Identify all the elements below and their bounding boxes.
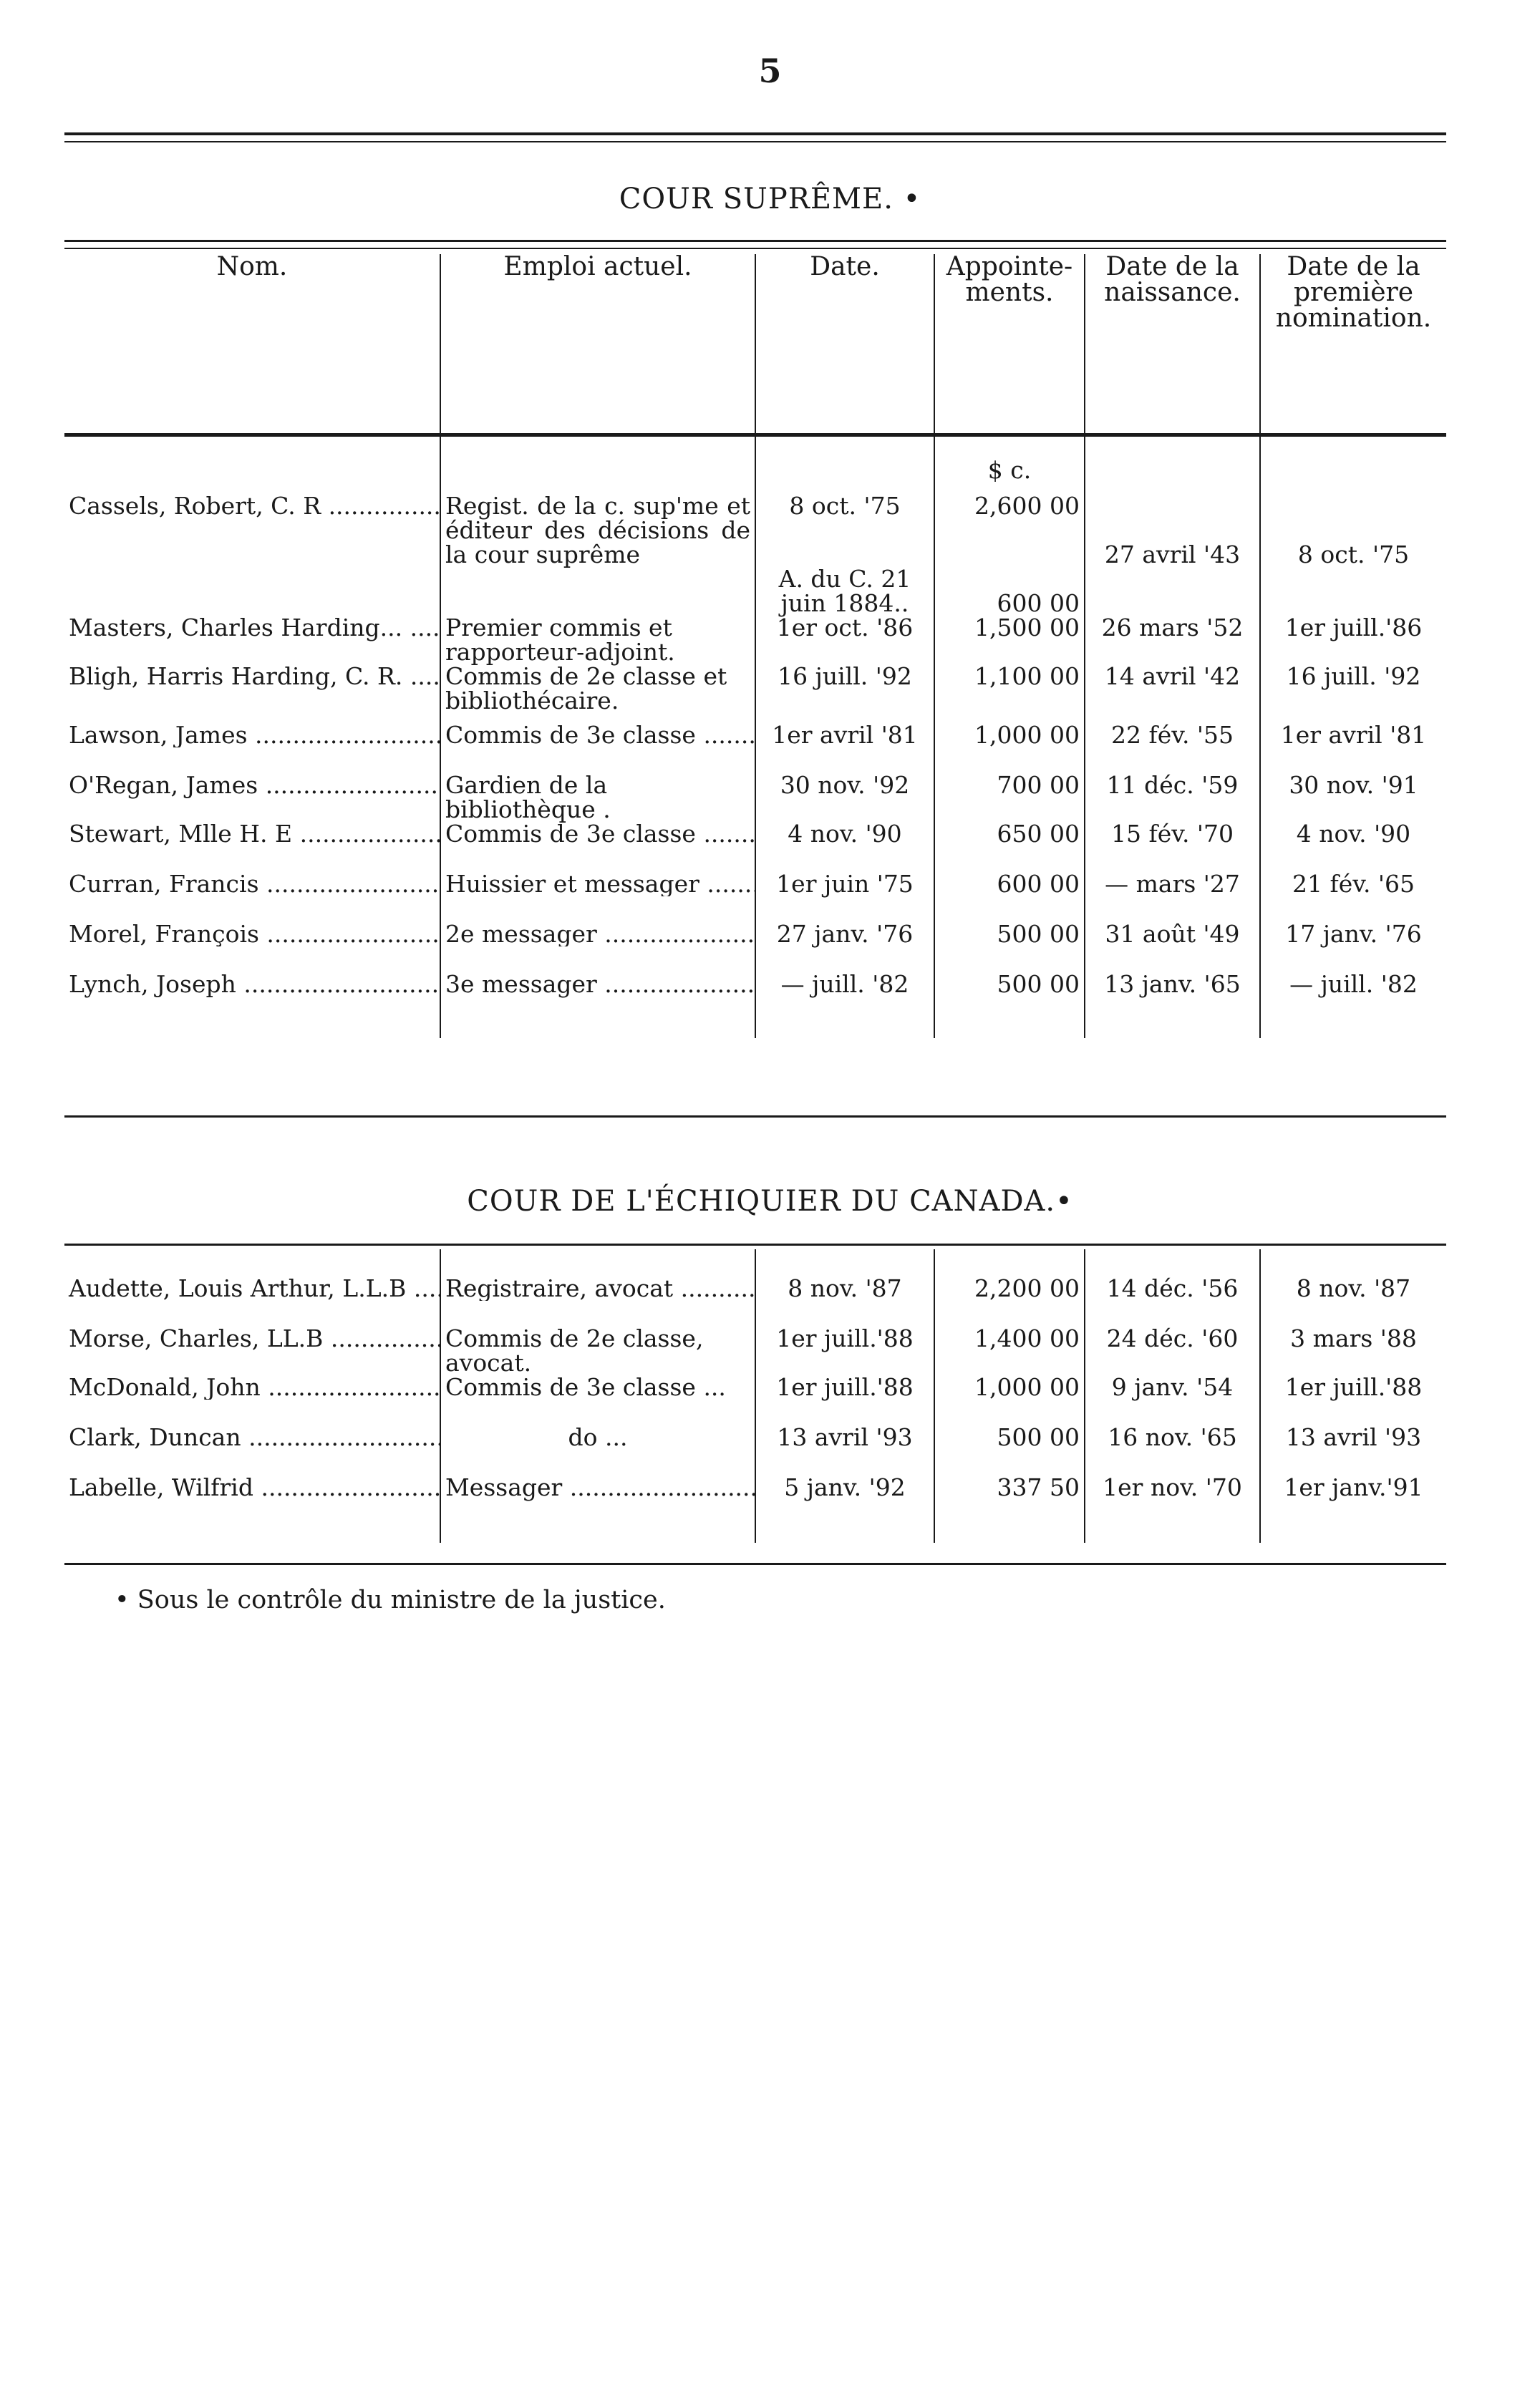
row-emploi: 3e messager ..... xyxy=(440,946,755,1038)
row-name: O'Regan, James ..... xyxy=(64,747,440,822)
row-nomination: 1er avril '81 xyxy=(1260,713,1446,747)
row-amount: 1,100 00 xyxy=(934,664,1085,713)
table-row xyxy=(64,747,1446,822)
row-amount: 650 00 xyxy=(934,822,1085,846)
row-date: 13 avril '93 xyxy=(755,1400,934,1450)
row-emploi: Commis de 3e classe ... xyxy=(440,1375,755,1400)
table-row xyxy=(64,1450,1446,1543)
row-amount: 500 00 xyxy=(934,1400,1085,1450)
table-row xyxy=(64,494,1446,616)
row-emploi: Regist. de la c. sup'me et éditeur des décisions de la cour suprême xyxy=(440,494,755,616)
row-nomination: 8 oct. '75 xyxy=(1260,494,1446,616)
row-amount xyxy=(934,494,1085,616)
table-row xyxy=(64,616,1446,664)
row-nomination: 4 nov. '90 xyxy=(1260,822,1446,846)
table-row xyxy=(64,1301,1446,1375)
echiquier-bottom-rule xyxy=(64,1563,1446,1565)
row-nomination: 3 mars '88 xyxy=(1260,1301,1446,1375)
top-double-rule-a xyxy=(64,132,1446,135)
echiquier-top-rule xyxy=(64,1244,1446,1246)
row-amount-primary: 2,600 00 xyxy=(974,492,1080,520)
row-date: 1er juill.'88 xyxy=(755,1301,934,1375)
row-date: 1er oct. '86 xyxy=(755,616,934,664)
row-date: 4 nov. '90 xyxy=(755,822,934,846)
row-name: Lawson, James ..... xyxy=(64,713,440,747)
row-amount: 500 00 xyxy=(934,896,1085,946)
row-date: 5 janv. '92 xyxy=(755,1450,934,1543)
table-top-rule-b xyxy=(64,248,1446,249)
row-emploi: Commis de 3e classe ..... xyxy=(440,713,755,747)
row-date xyxy=(755,494,934,616)
row-nomination: — juill. '82 xyxy=(1260,946,1446,1038)
row-amount: 1,000 00 xyxy=(934,1375,1085,1400)
row-naissance: 27 avril '43 xyxy=(1085,494,1260,616)
row-name: Labelle, Wilfrid ..... xyxy=(64,1450,440,1543)
row-nomination: 30 nov. '91 xyxy=(1260,747,1446,822)
header-naissance: Date de la naissance. xyxy=(1085,254,1260,435)
header-nomination: Date de la première nomination. xyxy=(1260,254,1446,435)
row-emploi: Gardien de la bibliothèque . xyxy=(440,747,755,822)
row-name: McDonald, John ..... xyxy=(64,1375,440,1400)
row-emploi: Commis de 3e classe ..... xyxy=(440,822,755,846)
row-amount: 2,200 00 xyxy=(934,1249,1085,1301)
row-naissance: 24 déc. '60 xyxy=(1085,1301,1260,1375)
row-date: 1er avril '81 xyxy=(755,713,934,747)
row-date: 1er juill.'88 xyxy=(755,1375,934,1400)
table-row xyxy=(64,846,1446,896)
row-name: Bligh, Harris Harding, C. R. ..... xyxy=(64,664,440,713)
table-row xyxy=(64,664,1446,713)
header-date: Date. xyxy=(755,254,934,435)
row-amount: 500 00 xyxy=(934,946,1085,1038)
page-number: 5 xyxy=(758,52,782,90)
row-naissance: 22 fév. '55 xyxy=(1085,713,1260,747)
top-double-rule-b xyxy=(64,141,1446,142)
row-amount: 1,500 00 xyxy=(934,616,1085,664)
row-emploi: Huissier et messager ..... xyxy=(440,846,755,896)
row-amount: 1,400 00 xyxy=(934,1301,1085,1375)
row-name: Stewart, Mlle H. E ..... xyxy=(64,822,440,846)
table-row xyxy=(64,946,1446,1038)
row-name: Audette, Louis Arthur, L.L.B ..... xyxy=(64,1249,440,1301)
row-naissance: 9 janv. '54 xyxy=(1085,1375,1260,1400)
row-amount: 337 50 xyxy=(934,1450,1085,1543)
row-name: Morel, François ..... xyxy=(64,896,440,946)
table-header-row xyxy=(64,254,1446,435)
row-date: 30 nov. '92 xyxy=(755,747,934,822)
row-date: 8 nov. '87 xyxy=(755,1249,934,1301)
table-row xyxy=(64,822,1446,846)
row-nomination: 1er janv.'91 xyxy=(1260,1450,1446,1543)
row-naissance: 16 nov. '65 xyxy=(1085,1400,1260,1450)
exchequer-court-table xyxy=(64,1249,1446,1543)
row-amount: 1,000 00 xyxy=(934,713,1085,747)
footnote: • Sous le contrôle du ministre de la justice. xyxy=(115,1586,666,1614)
row-name: Curran, Francis ..... xyxy=(64,846,440,896)
row-emploi: 2e messager ..... xyxy=(440,896,755,946)
row-nomination: 8 nov. '87 xyxy=(1260,1249,1446,1301)
row-emploi: Registraire, avocat ..... xyxy=(440,1249,755,1301)
row-emploi: Messager ..... xyxy=(440,1450,755,1543)
supreme-court-table xyxy=(64,254,1446,1038)
row-emploi: Commis de 2e classe, avocat. xyxy=(440,1301,755,1375)
row-nomination: 17 janv. '76 xyxy=(1260,896,1446,946)
row-naissance: 26 mars '52 xyxy=(1085,616,1260,664)
row-nomination: 16 juill. '92 xyxy=(1260,664,1446,713)
table-row xyxy=(64,896,1446,946)
row-amount: 600 00 xyxy=(934,846,1085,896)
table-row xyxy=(64,1400,1446,1450)
row-name: Masters, Charles Harding... ..... xyxy=(64,616,440,664)
header-nom: Nom. xyxy=(64,254,440,435)
row-naissance: 31 août '49 xyxy=(1085,896,1260,946)
section-title-echiquier: COUR DE L'ÉCHIQUIER DU CANADA.• xyxy=(467,1185,1073,1218)
row-name: Lynch, Joseph ..... xyxy=(64,946,440,1038)
row-amount-secondary: 600 00 xyxy=(997,589,1080,617)
header-appointements: Appointe-ments. xyxy=(934,254,1085,435)
row-date: 16 juill. '92 xyxy=(755,664,934,713)
supreme-bottom-rule xyxy=(64,1115,1446,1118)
table-row xyxy=(64,1249,1446,1301)
row-nomination: 1er juill.'88 xyxy=(1260,1375,1446,1400)
section-title-supreme: COUR SUPRÊME. • xyxy=(619,183,921,215)
row-amount: 700 00 xyxy=(934,747,1085,822)
row-naissance: 11 déc. '59 xyxy=(1085,747,1260,822)
row-date-primary: 8 oct. '75 xyxy=(789,492,901,520)
row-emploi: Commis de 2e classe et bibliothécaire. xyxy=(440,664,755,713)
table-row xyxy=(64,1375,1446,1400)
row-name: Clark, Duncan ..... xyxy=(64,1400,440,1450)
table-top-rule-a xyxy=(64,240,1446,242)
row-date-secondary: A. du C. 21 juin 1884.. xyxy=(778,565,911,617)
row-name: Cassels, Robert, C. R ..... xyxy=(64,494,440,616)
row-naissance: 1er nov. '70 xyxy=(1085,1450,1260,1543)
row-emploi: do ... xyxy=(440,1400,755,1450)
currency-row xyxy=(64,435,1446,495)
row-name: Morse, Charles, LL.B ..... xyxy=(64,1301,440,1375)
header-emploi: Emploi actuel. xyxy=(440,254,755,435)
row-naissance: — mars '27 xyxy=(1085,846,1260,896)
row-date: 27 janv. '76 xyxy=(755,896,934,946)
row-naissance: 15 fév. '70 xyxy=(1085,822,1260,846)
row-nomination: 21 fév. '65 xyxy=(1260,846,1446,896)
row-nomination: 1er juill.'86 xyxy=(1260,616,1446,664)
currency-unit: $ c. xyxy=(934,435,1085,495)
row-naissance: 14 avril '42 xyxy=(1085,664,1260,713)
row-date: — juill. '82 xyxy=(755,946,934,1038)
row-date: 1er juin '75 xyxy=(755,846,934,896)
row-naissance: 14 déc. '56 xyxy=(1085,1249,1260,1301)
row-emploi: Premier commis et rapporteur-adjoint. xyxy=(440,616,755,664)
row-naissance: 13 janv. '65 xyxy=(1085,946,1260,1038)
table-row xyxy=(64,713,1446,747)
row-nomination: 13 avril '93 xyxy=(1260,1400,1446,1450)
